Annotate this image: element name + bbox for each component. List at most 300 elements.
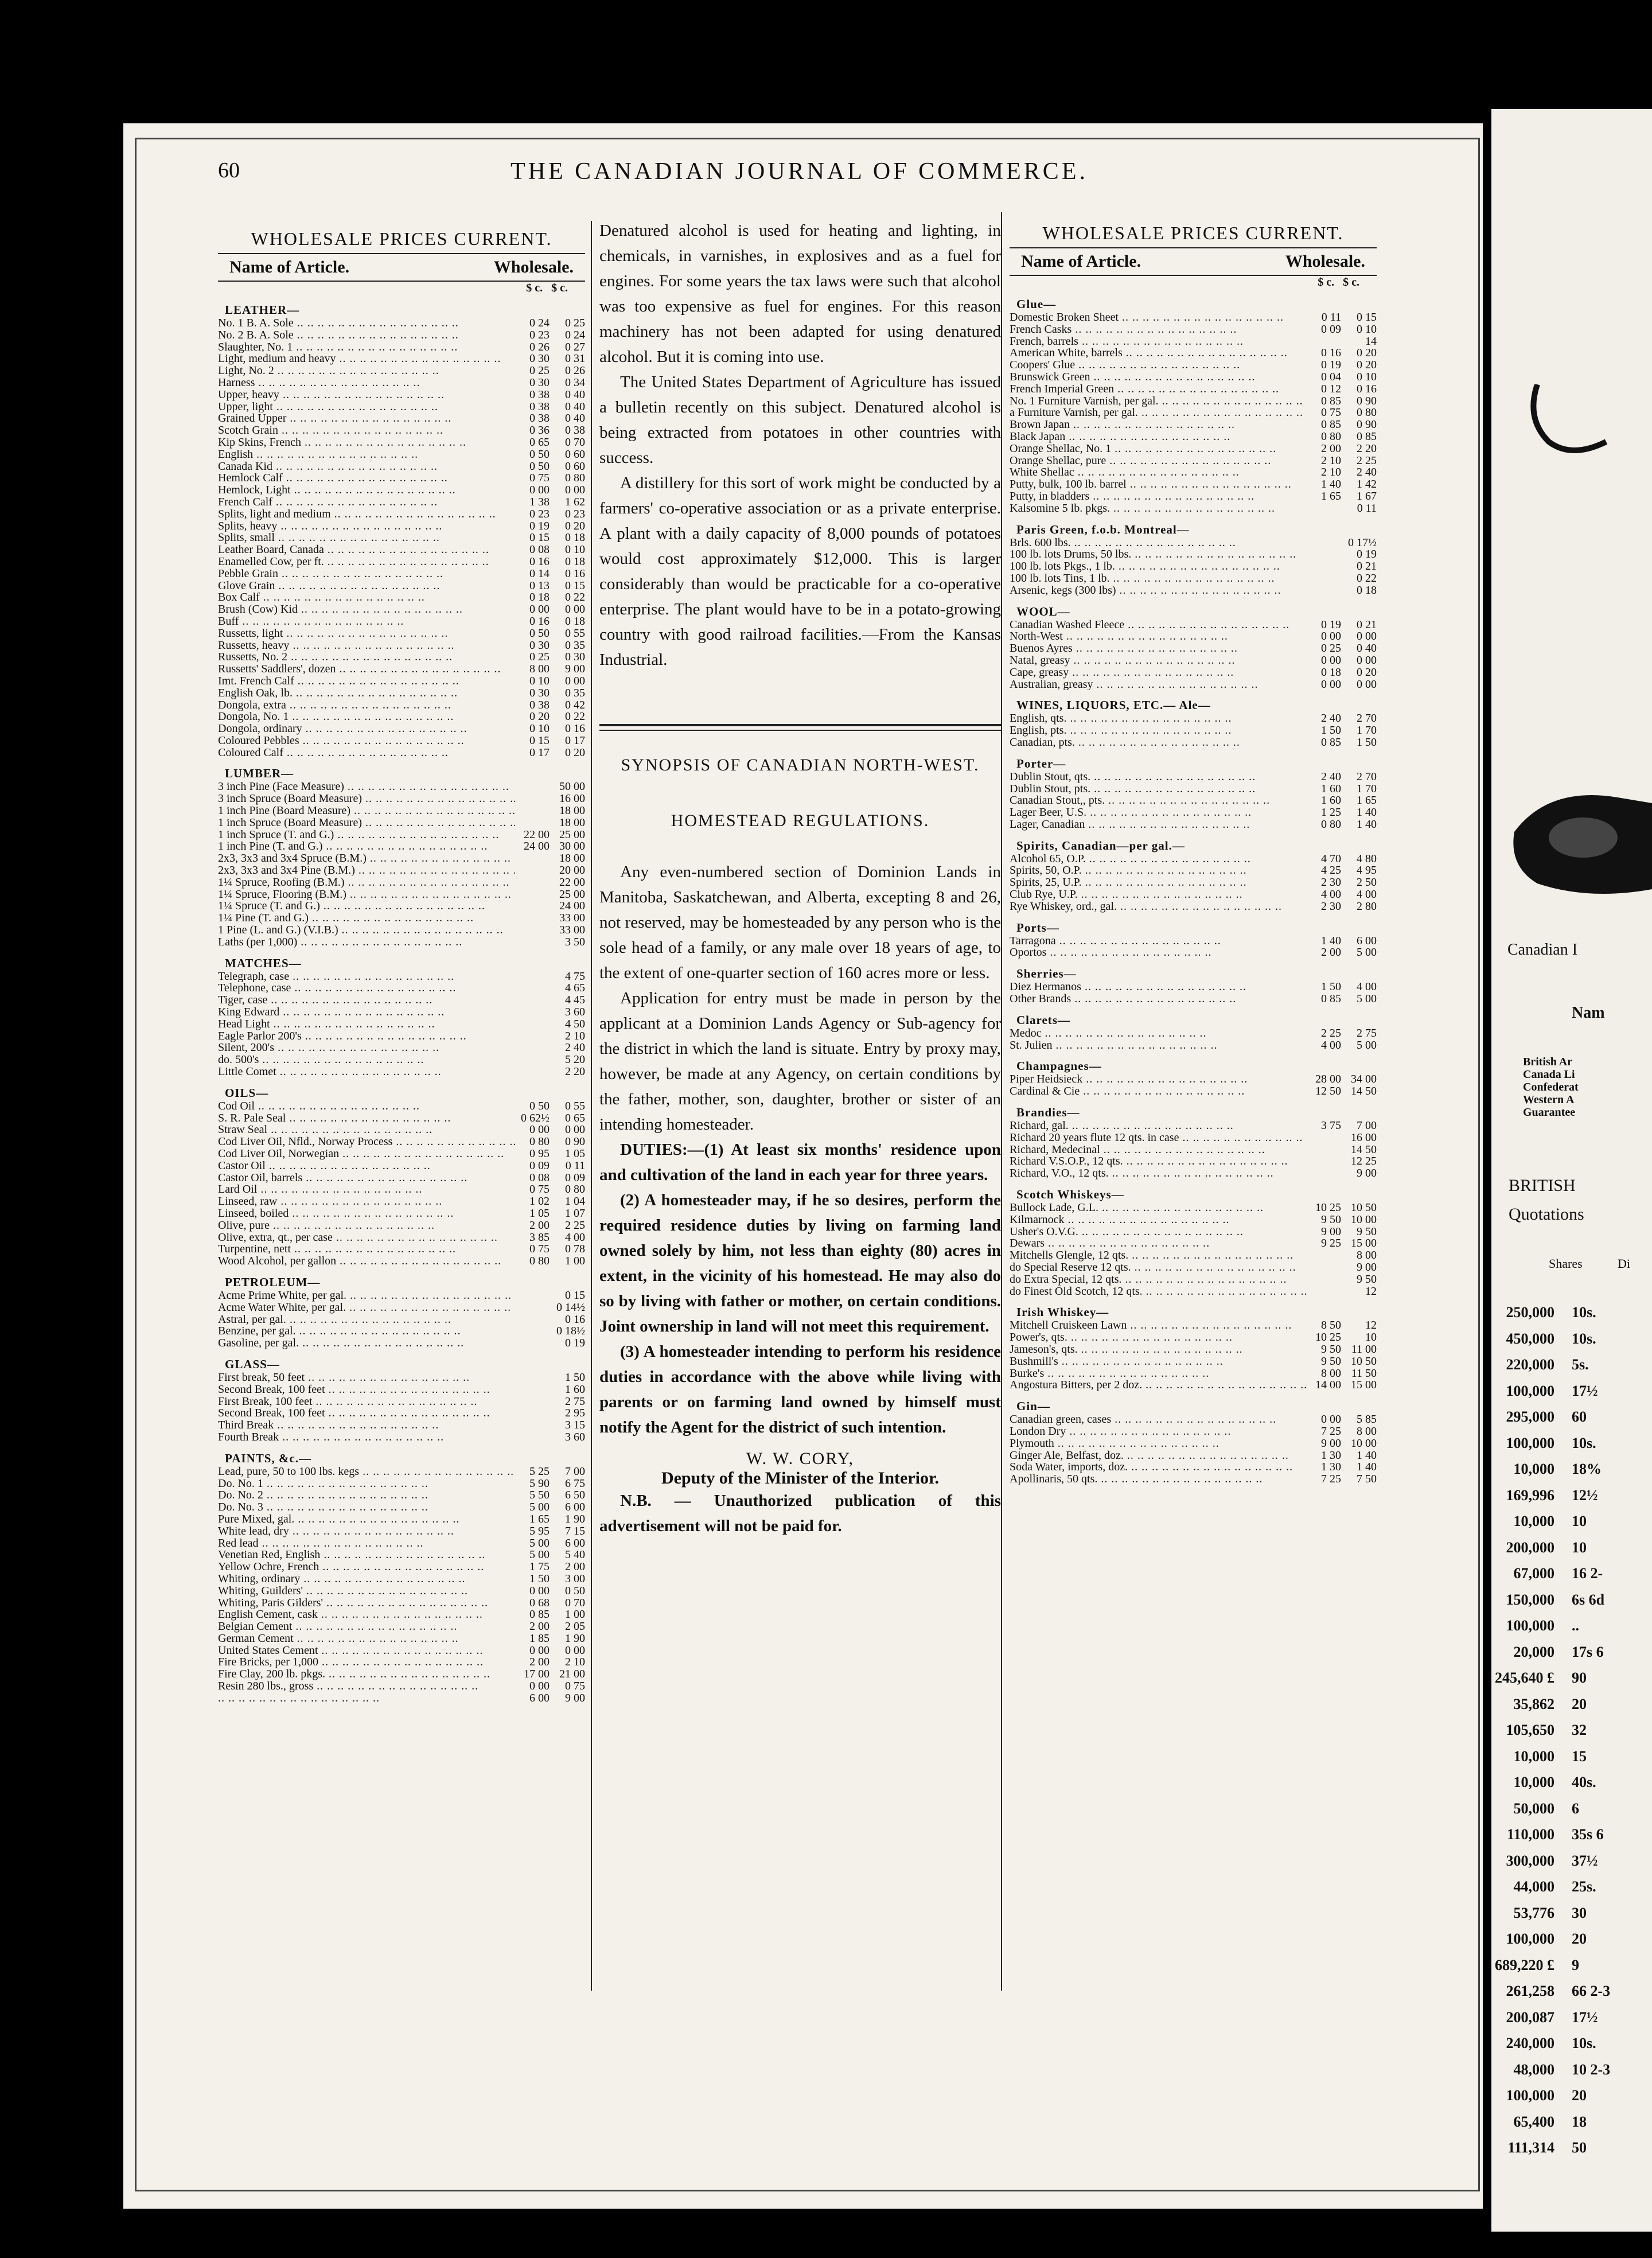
- price-row: [218, 461, 585, 473]
- price-row: [1010, 713, 1377, 725]
- price-row: [218, 699, 585, 711]
- article-name: Bullock Lade, G.L. .. ..: [1010, 1202, 1307, 1214]
- price-high: 3 60: [565, 1006, 585, 1019]
- price-row: [218, 747, 585, 759]
- price-row: [218, 1160, 585, 1172]
- price-high: 7 50: [1357, 1473, 1377, 1486]
- article-name: do. 500's .. ..: [218, 1054, 515, 1066]
- price-low: 0 85: [529, 1608, 550, 1621]
- price-high: 12: [1365, 1319, 1377, 1332]
- price-low: [515, 1054, 550, 1066]
- article-name: Head Light .. ..: [218, 1018, 515, 1030]
- price-row: [1010, 679, 1377, 691]
- price-low: [515, 1325, 550, 1337]
- price-low: 0 10: [529, 674, 550, 687]
- price-row: [218, 317, 585, 329]
- price-high: 2 95: [565, 1407, 585, 1420]
- quotations-heading: Quotations: [1509, 1205, 1584, 1224]
- price-low: [515, 1030, 550, 1042]
- article-name: Black Japan .. ..: [1010, 431, 1307, 443]
- price-low: 0 08: [529, 1171, 550, 1184]
- price-row: [218, 580, 585, 592]
- section-title: Champagnes—: [1016, 1059, 1102, 1073]
- price-low: 0 00: [1321, 1413, 1341, 1426]
- article-name: Cape, greasy .. ..: [1010, 667, 1307, 679]
- price-high: 6 00: [565, 1536, 585, 1550]
- article-name: German Cement .. ..: [218, 1633, 515, 1645]
- price-low: 0 16: [529, 555, 550, 568]
- price-high: 7 15: [565, 1524, 585, 1537]
- article-name: Plymouth .. ..: [1010, 1438, 1307, 1450]
- price-high: 1 40: [1357, 1461, 1377, 1474]
- article-name: Kalsomine 5 lb. pkgs. .. ..: [1010, 503, 1307, 515]
- shares-value: 65,400: [1513, 2113, 1554, 2130]
- price-low: 0 00: [529, 603, 550, 616]
- article-name: Do. No. 2 .. ..: [218, 1489, 515, 1501]
- price-low: 0 75: [1321, 406, 1341, 419]
- price-high: 6 00: [565, 1501, 585, 1514]
- price-high: 1 00: [565, 1608, 585, 1621]
- shares-value: 35,862: [1513, 1695, 1554, 1712]
- price-high: 5 00: [1357, 946, 1377, 959]
- units-header: [1010, 276, 1377, 289]
- section-title: WINES, LIQUORS, ETC.— Ale—: [1016, 698, 1211, 713]
- price-low: [515, 1431, 550, 1443]
- article-name: Spirits, 25, U.P. .. ..: [1010, 877, 1307, 889]
- article-name: Second Break, 100 feet .. ..: [218, 1384, 515, 1396]
- price-high: 2 10: [565, 1029, 585, 1042]
- price-high: 0 00: [1357, 653, 1377, 667]
- price-low: 0 00: [529, 484, 550, 497]
- quotation-row: [1491, 1404, 1610, 1430]
- divider: [599, 724, 1001, 726]
- price-row: [218, 1183, 585, 1196]
- price-row: [218, 1100, 585, 1112]
- section-title: Gin—: [1016, 1399, 1050, 1414]
- article-name: Club Rye, U.P. .. ..: [1010, 889, 1307, 901]
- price-high: 1 67: [1357, 489, 1377, 503]
- article-name: Australian, greasy .. ..: [1010, 679, 1307, 691]
- price-high: 5 00: [1357, 992, 1377, 1006]
- price-high: 0 55: [565, 626, 585, 640]
- price-high: 21 00: [559, 1668, 585, 1681]
- price-low: 0 15: [529, 531, 550, 544]
- price-high: 14 50: [1351, 1085, 1377, 1098]
- article-name: do Extra Special, 12 qts. .. ..: [1010, 1274, 1307, 1286]
- price-high: 0 40: [565, 400, 585, 413]
- price-low: 0 85: [1321, 735, 1341, 749]
- article-name: Apollinaris, 50 qts. .. ..: [1010, 1473, 1307, 1485]
- price-low: 0 80: [1321, 430, 1341, 443]
- price-row: [1010, 1249, 1377, 1262]
- price-low: 14 00: [1315, 1379, 1341, 1392]
- price-low: [515, 971, 550, 983]
- price-row: [1010, 1085, 1377, 1097]
- price-high: 0 60: [565, 460, 585, 473]
- article-name: Orange Shellac, No. 1 .. ..: [1010, 443, 1307, 455]
- price-low: 0 00: [529, 1584, 550, 1597]
- right-heading: Canadian I: [1507, 941, 1578, 959]
- article-name: Venetian Red, English .. ..: [218, 1549, 515, 1561]
- article-name: Splits, light and medium .. ..: [218, 508, 515, 520]
- price-low: 17 00: [524, 1668, 550, 1681]
- wholesale-prices-right-column: [1010, 212, 1377, 1485]
- price-low: [515, 817, 550, 829]
- price-low: 0 18: [1321, 665, 1341, 679]
- price-row: [218, 994, 585, 1006]
- synopsis-title: SYNOPSIS OF CANADIAN NORTH-WEST.: [621, 756, 980, 774]
- price-high: 18 00: [559, 804, 585, 817]
- price-low: [515, 865, 550, 877]
- price-row: [1010, 889, 1377, 901]
- price-high: 1 40: [1357, 1449, 1377, 1462]
- article-name: Lard Oil .. ..: [218, 1183, 515, 1196]
- price-low: 0 30: [529, 686, 550, 699]
- article-name: English, qts. .. ..: [1010, 713, 1307, 725]
- price-row: [1010, 655, 1377, 667]
- article-name: Rye Whiskey, ord., gal. .. ..: [1010, 901, 1307, 913]
- article-name: French Casks .. ..: [1010, 324, 1307, 336]
- price-row: [218, 735, 585, 747]
- article-name: do Special Reserve 12 qts. .. ..: [1010, 1262, 1307, 1274]
- article-name: Leather Board, Canada .. ..: [218, 544, 515, 556]
- price-high: 9 00: [1357, 1261, 1377, 1274]
- price-row: [218, 1196, 585, 1208]
- price-row: [218, 1243, 585, 1255]
- price-row: [1010, 771, 1377, 783]
- price-low: 0 30: [529, 639, 550, 652]
- quotation-row: [1491, 1952, 1610, 1979]
- price-row: [218, 1501, 585, 1513]
- shares-value: 67,000: [1513, 1565, 1554, 1582]
- price-high: 16 00: [559, 792, 585, 805]
- price-low: 0 85: [1321, 418, 1341, 431]
- article-name: White lead, dry .. ..: [218, 1525, 515, 1537]
- price-row: [1010, 443, 1377, 455]
- price-row: [1010, 1286, 1377, 1298]
- price-high: 4 75: [565, 970, 585, 983]
- price-high: 9 00: [1357, 1167, 1377, 1180]
- price-high: 0 10: [1357, 370, 1377, 383]
- price-row: [1010, 865, 1377, 877]
- price-high: 30 00: [559, 840, 585, 853]
- price-row: [218, 1302, 585, 1314]
- price-low: 0 19: [1321, 359, 1341, 372]
- quotation-row: [1491, 1874, 1610, 1900]
- price-high: 0 16: [565, 567, 585, 580]
- shares-value: 100,000: [1506, 1382, 1554, 1399]
- shares-value: 10,000: [1513, 1461, 1554, 1477]
- article-name: Lager, Canadian .. ..: [1010, 819, 1307, 831]
- shares-value: 245,640 £: [1495, 1669, 1554, 1686]
- article-name: Domestic Broken Sheet .. ..: [1010, 312, 1307, 324]
- price-row: [218, 412, 585, 425]
- price-row: [1010, 1368, 1377, 1380]
- dividend-value: 17s 6: [1572, 1643, 1604, 1660]
- price-high: 0 65: [565, 1111, 585, 1124]
- price-high: 0 15: [565, 1288, 585, 1302]
- price-high: 2 50: [1357, 876, 1377, 889]
- price-low: [515, 1407, 550, 1419]
- price-row: [1010, 630, 1377, 643]
- price-low: [1307, 503, 1341, 515]
- price-row: [1010, 1426, 1377, 1438]
- article-name: French Imperial Green .. ..: [1010, 383, 1307, 395]
- dividend-value: 90: [1572, 1669, 1587, 1686]
- div-header: Di: [1618, 1256, 1630, 1271]
- price-low: [1307, 1167, 1341, 1179]
- price-high: 0 19: [565, 1337, 585, 1350]
- article-name: Bushmill's .. ..: [1010, 1356, 1307, 1368]
- price-row: [1010, 347, 1377, 359]
- price-low: [515, 1302, 550, 1314]
- quotation-row: [1491, 1926, 1610, 1952]
- price-row: [218, 329, 585, 341]
- article-name: Piper Heidsieck .. ..: [1010, 1073, 1307, 1085]
- quotation-row: [1491, 1352, 1610, 1378]
- price-low: 8 50: [1321, 1319, 1341, 1332]
- price-high: 22 00: [559, 875, 585, 889]
- shares-value: 100,000: [1506, 2087, 1554, 2104]
- price-low: 12 50: [1315, 1085, 1341, 1098]
- price-low: [515, 889, 550, 901]
- price-high: 15 00: [1351, 1237, 1377, 1250]
- article-name: French, barrels .. ..: [1010, 336, 1307, 348]
- price-high: 2 25: [1357, 454, 1377, 467]
- price-row: [218, 1656, 585, 1668]
- article-name: Lager Beer, U.S. .. ..: [1010, 807, 1307, 819]
- price-low: 1 50: [529, 1572, 550, 1585]
- article-name: Canadian green, cases .. ..: [1010, 1414, 1307, 1426]
- price-low: [515, 877, 550, 889]
- price-row: [1010, 877, 1377, 889]
- price-high: 15 00: [1351, 1379, 1377, 1392]
- price-low: [1307, 537, 1341, 549]
- price-row: [218, 628, 585, 640]
- company-name: Guarantee: [1523, 1106, 1576, 1119]
- price-high: 0 24: [565, 328, 585, 341]
- article-name: English .. ..: [218, 449, 515, 461]
- price-low: 0 80: [529, 1255, 550, 1268]
- price-low: [1307, 1132, 1341, 1144]
- price-row: [218, 865, 585, 877]
- article-name: White Shellac .. ..: [1010, 466, 1307, 478]
- price-low: [1307, 560, 1341, 573]
- price-high: 4 00: [1357, 888, 1377, 901]
- price-low: 0 95: [529, 1147, 550, 1160]
- price-high: 0 90: [1357, 394, 1377, 407]
- price-high: 3 50: [565, 935, 585, 948]
- price-row: [1010, 1214, 1377, 1226]
- price-low: 0 62½: [521, 1111, 550, 1124]
- price-high: 8 00: [1357, 1249, 1377, 1262]
- price-low: 0 23: [529, 507, 550, 520]
- price-low: 0 25: [529, 651, 550, 664]
- price-row: [218, 1478, 585, 1490]
- section-title: PAINTS, &c.—: [225, 1451, 312, 1465]
- quotation-row: [1491, 1456, 1610, 1482]
- price-row: [1010, 359, 1377, 371]
- article-name: Upper, heavy .. ..: [218, 389, 515, 401]
- price-high: 0 60: [565, 447, 585, 461]
- price-high: 0 21: [1357, 618, 1377, 631]
- column-rule-2: [1001, 212, 1002, 1991]
- article-name: Kip Skins, French .. ..: [218, 437, 515, 449]
- price-high: 11 50: [1351, 1367, 1377, 1380]
- quotation-row: [1491, 1535, 1610, 1561]
- price-low: 1 02: [529, 1195, 550, 1208]
- article-name: Alcohol 65, O.P. .. ..: [1010, 853, 1307, 865]
- dividend-value: 35s 6: [1572, 1826, 1604, 1843]
- dividend-value: 66 2-3: [1572, 1983, 1611, 1999]
- article-name: Richard V.S.O.P., 12 qts. .. ..: [1010, 1155, 1307, 1167]
- dividend-value: 6s 6d: [1572, 1591, 1605, 1608]
- price-low: 0 23: [529, 328, 550, 341]
- section-title: Porter—: [1016, 756, 1066, 770]
- article-name: No. 1 B. A. Sole .. ..: [218, 317, 515, 329]
- price-low: 5 90: [529, 1477, 550, 1490]
- price-high: 0 50: [565, 1584, 585, 1597]
- price-row: [218, 472, 585, 484]
- price-high: 0 78: [565, 1243, 585, 1256]
- dividend-value: 10s.: [1572, 2035, 1596, 2051]
- price-high: 0 10: [565, 543, 585, 556]
- price-row: [1010, 312, 1377, 324]
- price-row: [218, 877, 585, 889]
- price-low: 0 00: [1321, 630, 1341, 643]
- price-high: 2 20: [565, 1065, 585, 1079]
- price-row: [218, 829, 585, 841]
- article-name: Orange Shellac, pure .. ..: [1010, 455, 1307, 467]
- price-high: 0 20: [1357, 347, 1377, 360]
- company-name: Canada Li: [1523, 1068, 1575, 1081]
- shares-value: 300,000: [1506, 1852, 1554, 1869]
- price-low: [515, 1419, 550, 1431]
- price-high: 0 30: [565, 651, 585, 664]
- price-row: [218, 840, 585, 852]
- shares-value: 200,087: [1506, 2008, 1554, 2026]
- price-low: 2 00: [529, 1656, 550, 1669]
- section-title: Spirits, Canadian—per gal.—: [1016, 838, 1185, 852]
- article-name: Richard, Medecinal .. ..: [1010, 1144, 1307, 1156]
- price-high: 0 00: [565, 1123, 585, 1136]
- article-name: Imt. French Calf .. ..: [218, 675, 515, 687]
- price-low: 28 00: [1315, 1073, 1341, 1086]
- quotation-row: [1491, 1796, 1610, 1822]
- article-name: Cod Liver Oil, Norwegian .. ..: [218, 1148, 515, 1160]
- price-low: 9 00: [1321, 1225, 1341, 1238]
- price-row: [1010, 490, 1377, 503]
- article-name: S. R. Pale Seal .. ..: [218, 1112, 515, 1124]
- price-low: [1307, 336, 1341, 348]
- price-high: 0 27: [565, 340, 585, 353]
- price-row: [1010, 993, 1377, 1005]
- price-row: [1010, 1414, 1377, 1426]
- article-name: Enamelled Cow, per ft. .. ..: [218, 556, 515, 568]
- price-row: [1010, 1274, 1377, 1286]
- quotation-row: [1491, 2030, 1610, 2057]
- price-low: 9 50: [1321, 1213, 1341, 1226]
- price-row: [218, 971, 585, 983]
- price-low: [515, 900, 550, 912]
- dividend-value: 6: [1572, 1800, 1579, 1817]
- price-low: 1 85: [529, 1632, 550, 1645]
- article-name: Russetts, No. 2 .. ..: [218, 651, 515, 663]
- article-name: Splits, heavy .. ..: [218, 520, 515, 532]
- price-high: 0 26: [565, 364, 585, 377]
- price-row: [1010, 807, 1377, 819]
- price-row: [1010, 1262, 1377, 1274]
- article-name: Glove Grain .. ..: [218, 580, 515, 592]
- price-low: 0 80: [1321, 817, 1341, 831]
- article-name: Lead, pure, 50 to 100 lbs. kegs .. ..: [218, 1466, 515, 1478]
- price-high: 0 80: [565, 1183, 585, 1196]
- price-low: 0 38: [529, 412, 550, 425]
- article-name: Richard, V.O., 12 qts. .. ..: [1010, 1167, 1307, 1179]
- article-name: Canada Kid .. ..: [218, 461, 515, 473]
- article-name: Splits, small .. ..: [218, 532, 515, 544]
- publication-note: N.B. — Unauthorized publication of this advertisement will not be paid for.: [599, 1492, 1001, 1535]
- article-name: Eagle Parlor 200's .. ..: [218, 1030, 515, 1042]
- price-high: 1 40: [1357, 806, 1377, 819]
- quotation-row: [1491, 2057, 1610, 2083]
- price-high: 0 22: [1357, 571, 1377, 585]
- article-name: Light, medium and heavy .. ..: [218, 353, 515, 365]
- price-row: [218, 1255, 585, 1267]
- price-high: 0 70: [565, 435, 585, 449]
- section-title: Brandies—: [1016, 1105, 1080, 1120]
- dividend-value: 10s.: [1572, 1330, 1596, 1347]
- price-row: [1010, 383, 1377, 395]
- article-name: Usher's O.V.G. .. ..: [1010, 1226, 1307, 1238]
- price-row: [218, 687, 585, 699]
- price-low: [515, 982, 550, 994]
- article-name: No. 2 B. A. Sole .. ..: [218, 329, 515, 341]
- price-high: 6 00: [1357, 934, 1377, 947]
- price-row: [218, 781, 585, 793]
- price-high: 1 70: [1357, 724, 1377, 737]
- price-high: 0 40: [565, 412, 585, 425]
- price-low: 0 08: [529, 543, 550, 556]
- article-name: 1¼ Spruce, Roofing (B.M.) .. ..: [218, 877, 515, 889]
- dividend-value: 20: [1572, 2087, 1587, 2104]
- article-name: Angostura Bitters, per 2 doz. .. ..: [1010, 1379, 1307, 1391]
- price-high: 0 35: [565, 686, 585, 699]
- units-header: [218, 282, 585, 295]
- price-high: 9 00: [565, 663, 585, 676]
- article-name: Upper, light .. ..: [218, 401, 515, 413]
- price-low: 2 10: [1321, 454, 1341, 467]
- price-high: 5 40: [565, 1548, 585, 1562]
- price-row: [218, 389, 585, 401]
- dividend-value: 32: [1572, 1722, 1587, 1738]
- shares-value: 295,000: [1506, 1408, 1554, 1425]
- article-name: 100 lb. lots Drums, 50 lbs. .. ..: [1010, 548, 1307, 560]
- price-high: 6 75: [565, 1477, 585, 1490]
- price-row: [218, 924, 585, 936]
- shares-header: Shares: [1549, 1256, 1583, 1271]
- price-low: 0 80: [529, 1135, 550, 1149]
- price-row: [218, 1431, 585, 1443]
- shares-value: 111,314: [1507, 2139, 1554, 2156]
- price-low: 4 25: [1321, 864, 1341, 877]
- price-high: 0 90: [1357, 418, 1377, 431]
- price-high: 8 00: [1357, 1424, 1377, 1438]
- price-row: [1010, 1237, 1377, 1249]
- price-low: 1 60: [1321, 794, 1341, 807]
- price-high: 0 18½: [556, 1325, 585, 1338]
- price-row: [218, 1054, 585, 1066]
